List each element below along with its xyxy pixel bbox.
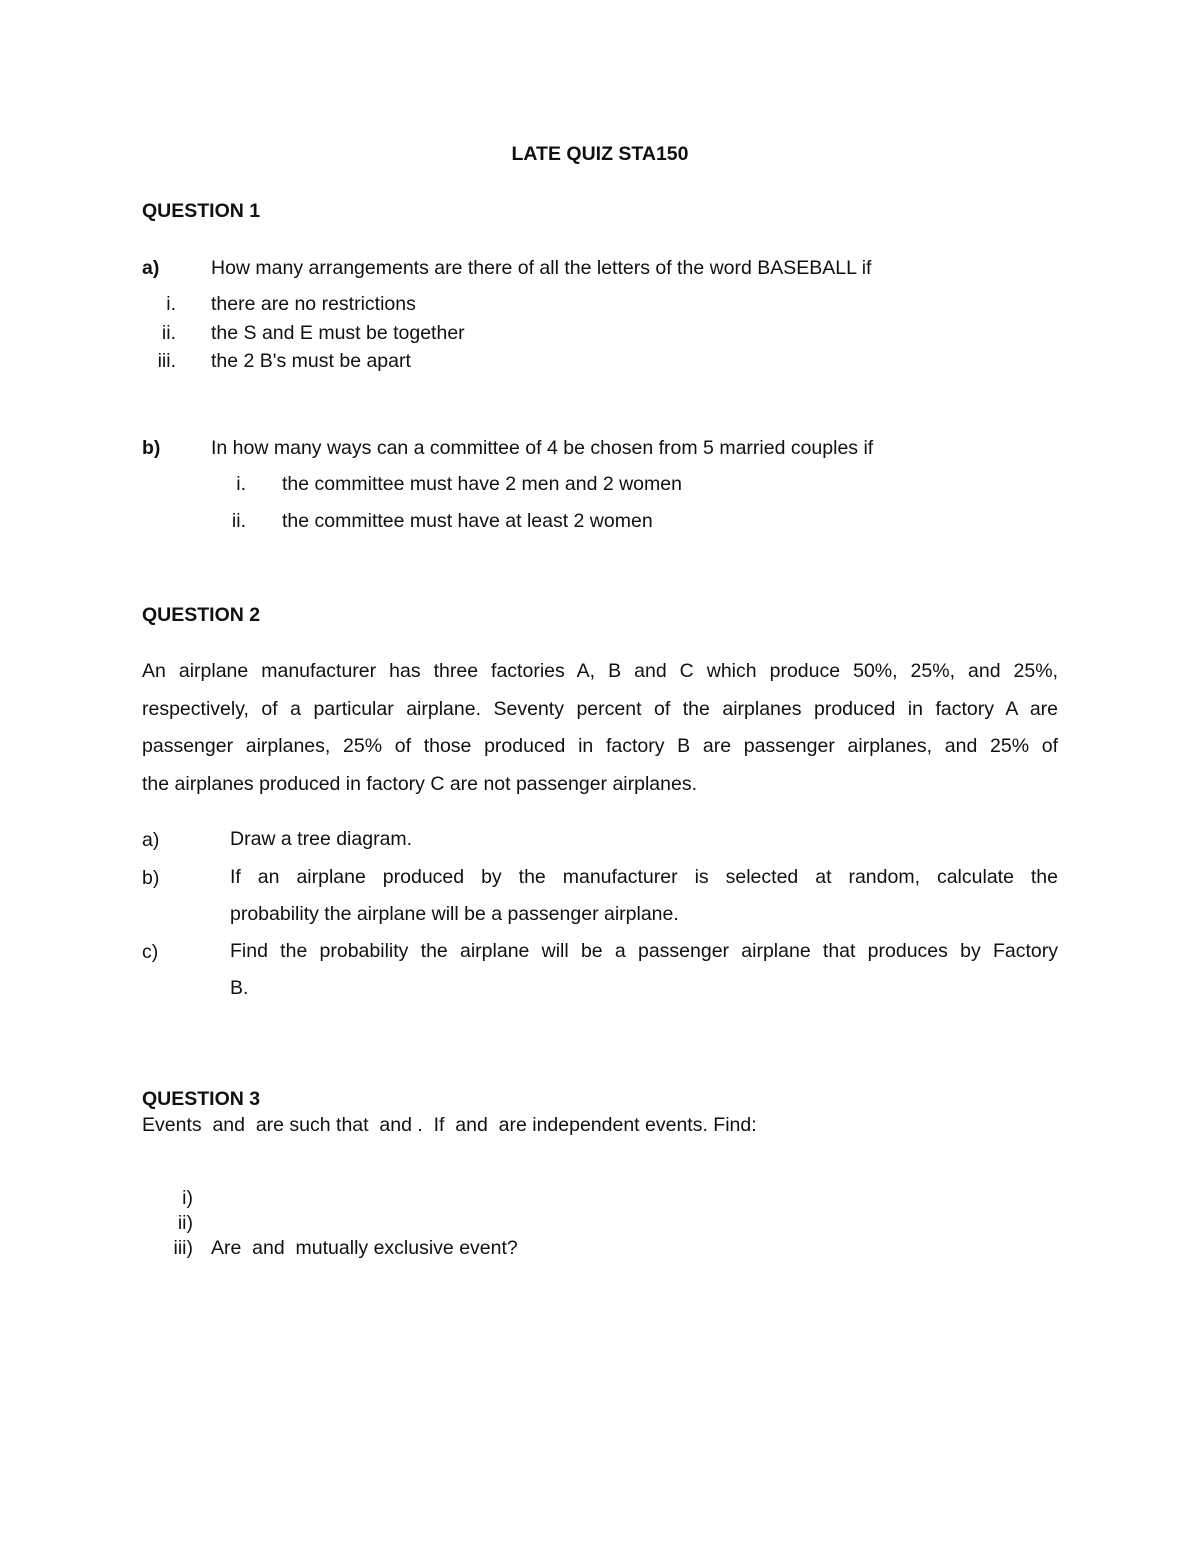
quiz-title: LATE QUIZ STA150 <box>511 143 689 165</box>
q1-a-item-text: the S and E must be together <box>211 322 465 344</box>
q1-b-item-text: the committee must have 2 men and 2 women <box>282 473 682 495</box>
q1-part-b-label: b) <box>142 437 161 459</box>
q1-a-item-num: i. <box>166 293 176 315</box>
q2-item-line: Draw a tree diagram. <box>230 828 413 850</box>
q1-part-a-text: How many arrangements are there of all the letters of the word BASEBALL if <box>211 257 872 279</box>
q3-item-text: Are and mutually exclusive event? <box>211 1237 518 1259</box>
q2-paragraph <box>142 653 1058 803</box>
q1-part-a-label: a) <box>142 257 160 279</box>
q1-part-b-text: In how many ways can a committee of 4 be chosen from 5 married couples if <box>211 437 874 459</box>
q3-intro: Events and are such that and . If and are independent events. Find: <box>142 1114 757 1136</box>
q1-a-item-text: there are no restrictions <box>211 293 416 315</box>
question-2-heading: QUESTION 2 <box>142 604 261 626</box>
q2-item-label: c) <box>142 941 159 963</box>
q1-b-item-num: i. <box>236 473 246 495</box>
q2-item-label: a) <box>142 829 160 851</box>
q1-a-item-num: ii. <box>161 322 176 344</box>
q2-item-line: B. <box>230 977 249 999</box>
q1-a-item-text: the 2 B's must be apart <box>211 350 411 372</box>
q2-paragraph-line: the airplanes produced in factory C are not passenger airplanes. <box>142 772 697 795</box>
q2-item-text <box>230 859 1058 933</box>
q3-item-num: iii) <box>173 1237 193 1259</box>
q2-item-label: b) <box>142 867 160 889</box>
q2-item-text <box>230 821 1058 858</box>
q3-item-num: ii) <box>177 1212 193 1234</box>
question-1-heading: QUESTION 1 <box>142 200 261 222</box>
q2-paragraph-line: passenger airplanes, 25% of those produced in factory B are passenger airplanes, and 25% of <box>142 735 1058 757</box>
question-3-heading: QUESTION 3 <box>142 1088 261 1110</box>
q2-item-line: Find the probability the airplane will be a passenger airplane that produces by Factory <box>230 940 1058 962</box>
q1-a-item-num: iii. <box>157 350 176 372</box>
q2-item-line: If an airplane produced by the manufacturer is selected at random, calculate the <box>230 866 1058 888</box>
q2-item-line: probability the airplane will be a passenger airplane. <box>230 903 679 925</box>
q2-paragraph-line: An airplane manufacturer has three factories A, B and C which produce 50%, 25%, and 25%, <box>142 660 1058 682</box>
q2-item-text <box>230 933 1058 1007</box>
q1-b-item-num: ii. <box>231 510 246 532</box>
q2-paragraph-line: respectively, of a particular airplane. Seventy percent of the airplanes produced in factory A are <box>142 697 1058 720</box>
q3-item-num: i) <box>182 1187 193 1209</box>
q1-b-item-text: the committee must have at least 2 women <box>282 510 653 532</box>
